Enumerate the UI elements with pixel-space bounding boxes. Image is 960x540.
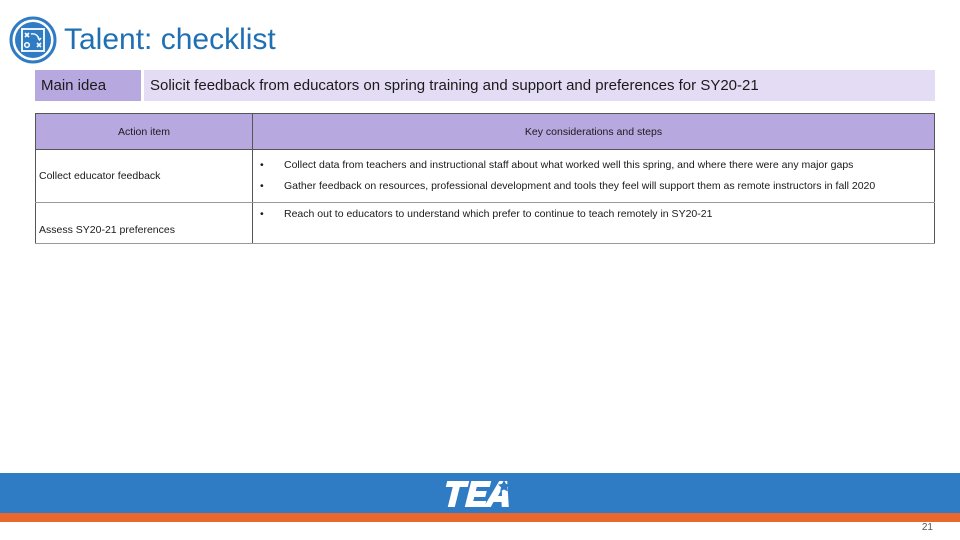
main-idea-bar <box>35 70 935 101</box>
table-header-row <box>36 114 935 150</box>
action-item-cell: Collect educator feedback <box>36 150 253 203</box>
step-item: • Collect data from teachers and instructional staff about what worked well this spring, and where there were any major gaps <box>254 155 933 176</box>
table-row <box>36 150 935 203</box>
checklist-table <box>35 113 935 244</box>
steps-list <box>254 204 933 225</box>
step-item: • Gather feedback on resources, professional development and tools they feel will support them as remote instructors in fall 2020 <box>254 176 933 197</box>
strategy-board-icon <box>9 16 57 64</box>
steps-cell <box>253 150 935 203</box>
table-row <box>36 203 935 244</box>
main-idea-text: Solicit feedback from educators on spring training and support and preferences for SY20-21 <box>144 70 935 101</box>
steps-list <box>254 155 933 197</box>
header-action-item: Action item <box>36 114 253 150</box>
page-title: Talent: checklist <box>64 23 276 56</box>
steps-cell <box>253 203 935 244</box>
header-key-considerations: Key considerations and steps <box>253 114 935 150</box>
action-item-cell: Assess SY20-21 preferences <box>36 203 253 244</box>
tea-logo <box>438 478 522 510</box>
main-idea-label: Main idea <box>35 70 141 101</box>
footer-stripe <box>0 513 960 522</box>
page-number: 21 <box>921 522 933 533</box>
step-item: • Reach out to educators to understand which prefer to continue to teach remotely in SY20-21 <box>254 204 933 225</box>
